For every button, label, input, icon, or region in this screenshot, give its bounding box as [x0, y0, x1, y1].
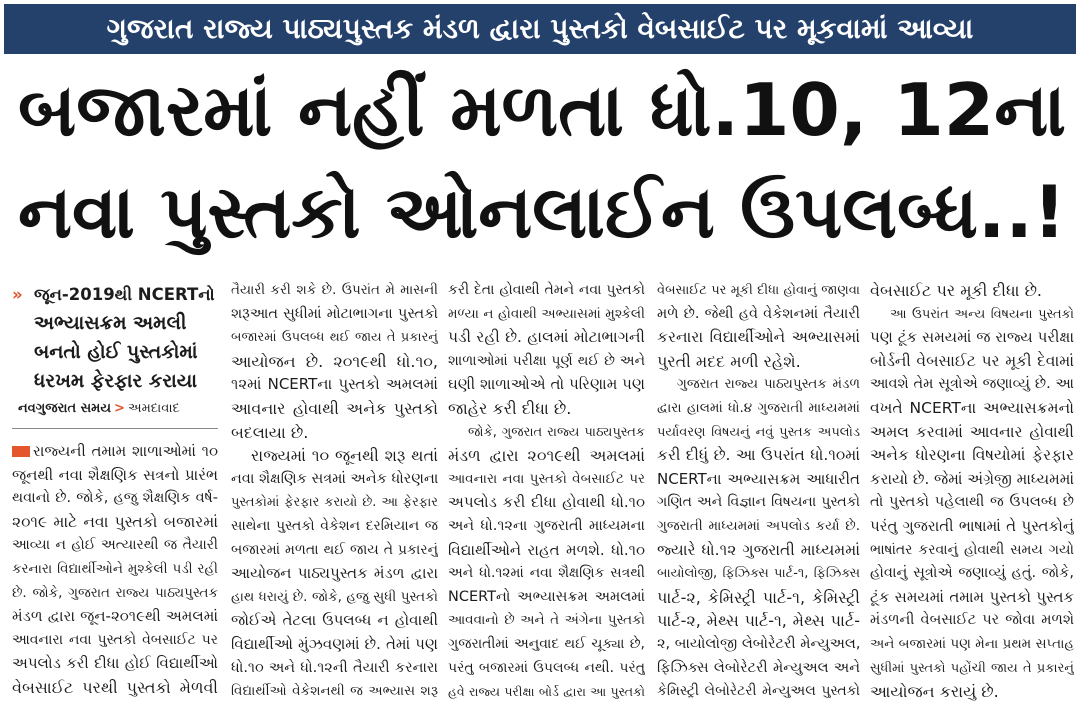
subheading-line: અભ્યાસક્રમ અમલી: [34, 312, 187, 334]
body-line: NCERTનો અભ્યાસક્રમ અમલમાં: [448, 588, 645, 605]
body-line: પુરતી મદદ મળી રહેશે.: [657, 351, 801, 371]
body-line: આવવાનો છે અને તે અંગેના પુસ્તકો: [448, 612, 645, 629]
body-line: ૨૦૧૯ માટે નવા પુસ્તકો બજારમાં: [12, 512, 218, 531]
body-line: મળે છે. જેથી હવે વેકેશનમાં તૈયારી: [657, 305, 860, 322]
body-line: સુધીમાં પુસ્તકો પહોંચી જાય તે પ્રકારનું: [870, 660, 1074, 676]
body-line: બદલાયા છે.: [231, 422, 309, 442]
paragraph-marker-icon: [12, 446, 30, 457]
body-line: કરનારા વિદ્યાર્થીઓને મુશ્કેલી પડી રહી: [12, 560, 218, 577]
subheading-line: બનતો હોઈ પુસ્તકોમાં: [34, 341, 198, 363]
body-line: તો પુસ્તકો પહેલાથી જ ઉપલબ્ધ છે: [870, 494, 1074, 511]
body-line: જોઈએ તેટલા ઉપલબ્ધ ન હોવાથી: [231, 611, 438, 630]
body-line: પરંતુ બજારમાં ઉપલબ્ધ નથી. પરંતુ: [448, 659, 645, 676]
body-line: બજારમાં ઉપલબ્ધ થઈ જાય તે પ્રકારનું: [231, 330, 438, 346]
body-line: મંડળની વેબસાઈટ પર જોવા મળશે: [870, 612, 1074, 629]
headline-line: નવા પુસ્તકો ઓનલાઈન ઉપલબ્ધ..!: [18, 171, 1066, 255]
body-line: આવનારા નવા પુસ્તકો વેબસાઈટ પર: [12, 631, 218, 648]
body-line: મંડળ દ્વારા જૂન-૨૦૧૯થી અમલમાં: [12, 607, 218, 626]
article-column-1: [12, 440, 218, 700]
body-line: ગુજરાત રાજ્ય પાઠ્યપુસ્તક મંડળ: [677, 376, 860, 393]
body-line: ભાષાંતર કરવાનું હોવાથી સમય ગયો: [870, 541, 1074, 558]
body-line: થવાનો છે. જોકે, હજુ શૈક્ષણિક વર્ષ-: [12, 490, 218, 507]
body-line: અને બજારમાં પણ મેના પ્રથમ સપ્તાહ: [870, 635, 1074, 652]
body-line: આવનારા નવા પુસ્તકો વેબસાઈટ પર: [448, 470, 645, 487]
kicker-banner: [4, 4, 1076, 54]
chevron-marker-icon: »: [12, 285, 23, 304]
body-line: અપલોડ કરી દીધા હોવાથી ધો.૧૦: [448, 493, 645, 512]
body-line: આવનાર હોવાથી અનેક પુસ્તકો: [231, 398, 438, 418]
body-line: NCERTના અભ્યાસક્રમ આધારીત: [657, 469, 860, 488]
body-line: પડી રહી છે. હાલમાં મોટાભાગની: [448, 328, 645, 347]
body-line: અને ધો.૧૨માં નવા શૈક્ષણિક સત્રથી: [448, 565, 645, 582]
body-line: કરી દેતા હોવાથી તેમને નવા પુસ્તકો: [448, 282, 645, 298]
body-line: પુસ્તકોમાં ફેરફાર કરાયો છે. આ ફેરફાર: [231, 495, 438, 511]
body-line: વિદ્યાર્થીઓને રાહત મળશે. ધો.૧૦: [448, 540, 645, 559]
subheading: [12, 280, 218, 396]
body-line: ૨, બાયોલોજી લેબોરેટરી મેન્યુઅલ,: [657, 635, 860, 652]
headline: [18, 60, 1066, 264]
body-line: પાર્ટ-૨, મેથ્સ પાર્ટ-૧, મેથ્સ પાર્ટ-: [657, 611, 860, 631]
body-line: અનેક ધોરણના વિષયોમાં ફેરફાર: [870, 446, 1074, 465]
body-line: કરનારા વિદ્યાર્થીઓને અભ્યાસમાં: [657, 328, 860, 347]
body-line: મંડળ દ્વારા ૨૦૧૯થી અમલમાં: [448, 446, 645, 466]
article-column-4: [657, 279, 860, 704]
body-line: જૂનથી નવા શૈક્ષણિક સત્રનો પ્રારંભ: [12, 465, 218, 484]
byline: [18, 398, 218, 420]
body-line: વેબસાઈટ પરથી પુસ્તકો મેળવી: [12, 677, 218, 697]
body-line: જોકે, ગુજરાત રાજ્ય પાઠ્યપુસ્તક: [468, 424, 645, 440]
body-line: આવ્યા ન હોઈ અત્યારથી જ તૈયારી: [12, 537, 218, 554]
body-line: વેબસાઈટ પર મૂકી દીધા હોવાનું જાણવા: [657, 283, 860, 298]
article-column-2: [231, 279, 438, 704]
body-line: વિદ્યાર્થીઓ મુંઝવણમાં છે. તેમાં પણ: [231, 634, 438, 653]
body-line: રાજ્યમાં ૧૦ જૂનથી શરૂ થતાં: [251, 446, 438, 466]
byline-place: અમદાવાદ: [127, 401, 180, 416]
body-line: પાર્ટ-૨, કેમિસ્ટ્રી પાર્ટ-૧, કેમિસ્ટ્રી: [657, 587, 860, 607]
body-line: જાહેર કરી દીધા છે.: [448, 398, 572, 418]
article-column-3: [448, 279, 645, 704]
body-line: આયોજન છે. ૨૦૧૯થી ધો.૧૦,: [231, 351, 438, 371]
body-line: અમલ કરવામાં આવનાર હોવાથી: [870, 422, 1074, 441]
body-line: બોર્ડની વેબસાઈટ પર મૂકી દેવામાં: [870, 351, 1074, 370]
body-line: વિદ્યાર્થીઓ વેકેશનથી જ અભ્યાસ શરૂ: [231, 683, 438, 700]
body-line: આયોજન પાઠ્યપુસ્તક મંડળ દ્વારા: [231, 564, 438, 583]
body-line: દ્વારા હાલમાં ધો.૪ ગુજરાતી માધ્યમમાં: [657, 399, 860, 416]
body-line: આ ઉપરાંત અન્ય વિષયના પુસ્તકો: [890, 306, 1074, 322]
body-line: અપલોડ કરી દીધા હોઈ વિદ્યાર્થીઓ: [12, 654, 218, 673]
body-line: બાયોલોજી, ફિઝિક્સ પાર્ટ-૧, ફિઝિક્સ: [657, 566, 860, 582]
body-line: [12, 440, 218, 464]
byline-source: નવગુજરાત સમય: [18, 401, 111, 416]
body-line: શરૂઆત સુધીમાં મોટાભાગના પુસ્તકો: [231, 305, 438, 322]
subheading-line: [12, 280, 218, 309]
body-line: નવા શૈક્ષણિક સત્રમાં અનેક ધોરણના: [231, 470, 438, 487]
body-line: ગુજરાતીમાં અનુવાદ થઈ ચૂક્યા છે,: [448, 635, 645, 652]
body-line: ૧૨માં NCERTના પુસ્તકો અમલમાં: [231, 375, 438, 394]
body-line: ઘણી શાળાઓએ તો પરિણામ પણ: [448, 375, 645, 394]
body-line: પરંતુ ગુજરાતી ભાષામાં તે પુસ્તકોનું: [870, 516, 1074, 535]
body-line: વેબસાઈટ પર મૂકી દીધા છે.: [870, 281, 1043, 300]
body-line: છે. જોકે, ગુજરાત રાજ્ય પાઠ્યપુસ્તક: [12, 584, 218, 601]
body-line: આયોજન કરાયું છે.: [870, 682, 999, 702]
article-column-5: [870, 279, 1074, 704]
body-line: મળ્યા ન હોવાથી અભ્યાસમાં મુશ્કેલી: [448, 305, 645, 322]
body-line: હવે રાજ્ય પરીક્ષા બોર્ડ દ્વારા આ પુસ્તકો: [448, 684, 645, 700]
body-line: સાથેના પુસ્તકો વેકેશન દરમિયાન જ: [231, 517, 438, 534]
body-line: જ્યારે ધો.૧૨ ગુજરાતી માધ્યમમાં: [657, 540, 860, 559]
body-line: કરી દીધું છે. આ ઉપરાંત ધો.૧૦માં: [657, 446, 860, 465]
divider: [12, 428, 218, 429]
body-line: પર્યાવરણ વિષયનું નવું પુસ્તક અપલોડ: [657, 424, 860, 440]
body-line: ધો.૧૦ અને ધો.૧૨ની તૈયારી કરનારા: [231, 659, 438, 676]
byline-separator: >: [113, 401, 125, 416]
body-line: અને ધો.૧૨ના ગુજરાતી માધ્યમના: [448, 517, 645, 534]
body-line: હોવાનું સૂત્રોએ જણાવ્યું હતું. જોકે,: [870, 565, 1074, 582]
body-line: કરાયો છે. જેમાં અંગ્રેજી માધ્યમમાં: [870, 469, 1074, 488]
body-line: પણ ટૂંક સમયમાં જ રાજ્ય પરીક્ષા: [870, 328, 1074, 347]
body-line: વખતે NCERTના અભ્યાસક્રમનો: [870, 398, 1074, 417]
body-line: ગુજરાતી માધ્યમમાં અપલોડ કર્યા છે.: [657, 517, 860, 534]
body-line: બજારમાં મળતા થઈ જાય તે પ્રકારનું: [231, 541, 438, 558]
body-line-text: રાજ્યની તમામ શાળાઓમાં ૧૦: [33, 442, 218, 460]
subheading-line: ધરખમ ફેરફાર કરાયા: [34, 370, 198, 392]
body-line: તૈયારી કરી શકે છે. ઉપરાંત મે માસની: [231, 282, 438, 298]
headline-line: બજારમાં નહીં મળતા ધો.10, 12ના: [18, 69, 1066, 153]
body-line: ગણિત અને વિજ્ઞાન વિષયના પુસ્તકો: [657, 494, 860, 511]
subheading-text: જૂન-2019થી NCERTનો: [34, 285, 215, 304]
body-line: શાળાઓમાં પરીક્ષા પૂર્ણ થઈ છે અને: [448, 352, 645, 369]
kicker-text: ગુજરાત રાજ્ય પાઠ્યપુસ્તક મંડળ દ્વારા પુસ્તકો વેબસાઈટ પર મૂકવામાં આવ્યા: [106, 12, 974, 45]
body-line: ફિઝિક્સ લેબોરેટરી મેન્યુઅલ અને: [657, 659, 860, 676]
body-line: આવશે તેમ સૂત્રોએ જણાવ્યું છે. આ: [870, 376, 1074, 393]
body-line: હાથ ધરાયું છે. જોકે, હજુ સુધી પુસ્તકો: [231, 588, 438, 605]
body-line: કેમિસ્ટ્રી લેબોરેટરી મેન્યુઅલ પુસ્તકો: [657, 683, 860, 700]
body-line: ટૂંક સમયમાં તમામ પુસ્તકો પુસ્તક: [870, 587, 1074, 606]
